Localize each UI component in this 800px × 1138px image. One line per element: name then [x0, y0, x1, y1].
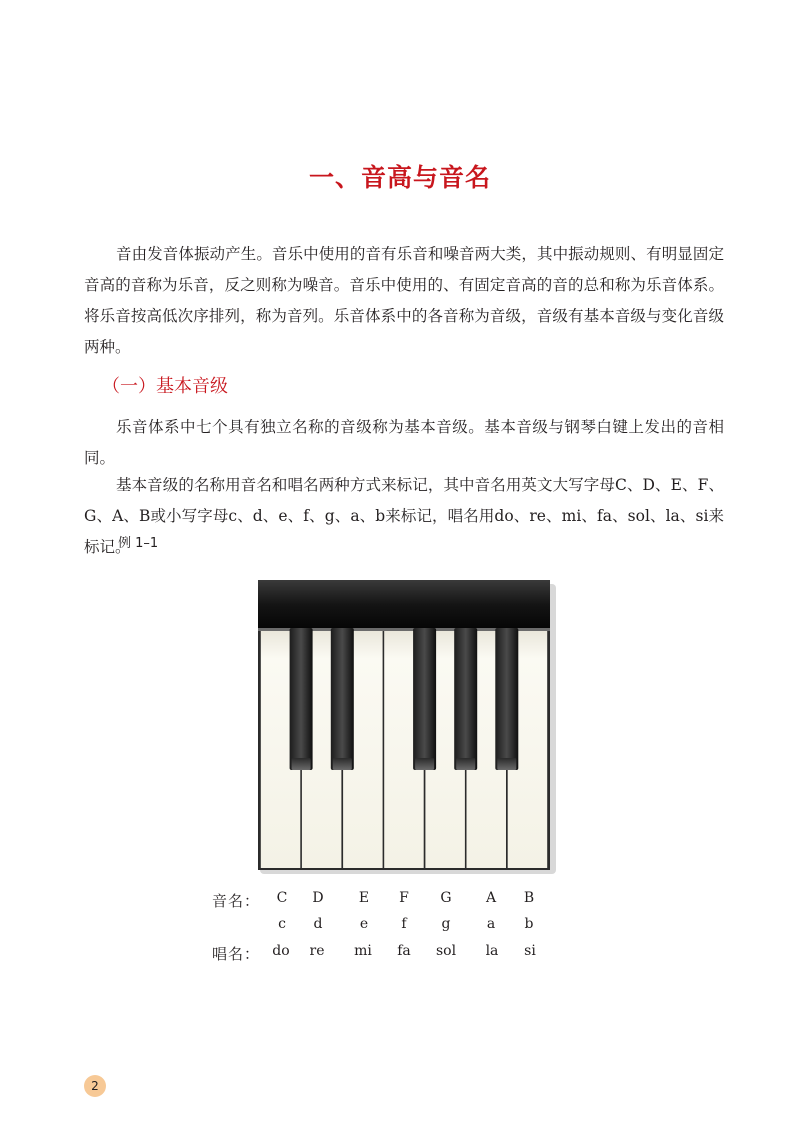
note-lower-b: b	[524, 916, 534, 932]
page-number: 2	[84, 1075, 106, 1097]
section-paragraph-2: 基本音级的名称用音名和唱名两种方式来标记，其中音名用英文大写字母C、D、E、F、G、A、B或小写字母c、d、e、f、g、a、b来标记，唱名用do、re、mi、fa、sol、la、si来标记。	[84, 476, 724, 556]
solfege-do: do	[272, 943, 290, 959]
solfege-la: la	[485, 943, 499, 959]
section-heading: （一）基本音级	[102, 376, 228, 397]
black-key-c-sharp	[290, 628, 313, 770]
note-lower-e: e	[359, 916, 369, 932]
black-key-f-sharp	[413, 628, 436, 770]
black-key-d-sharp	[331, 628, 354, 770]
black-key-g-sharp	[454, 628, 477, 770]
note-lower-a: a	[486, 916, 496, 932]
intro-paragraph: 音由发音体振动产生。音乐中使用的音有乐音和噪音两大类，其中振动规则、有明显固定音高的音称为乐音，反之则称为噪音。音乐中使用的、有固定音高的音的总和称为乐音体系。将乐音按高低次序排列，称为音列。乐音体系中的各音称为音级，音级有基本音级与变化音级两种。	[84, 245, 724, 356]
note-upper-b: B	[523, 890, 535, 906]
section-paragraph-1: 乐音体系中七个具有独立名称的音级称为基本音级。基本音级与钢琴白键上发出的音相同。	[84, 418, 724, 467]
note-lower-g: g	[441, 916, 451, 932]
black-key-a-sharp	[495, 628, 518, 770]
piano-keyboard-illustration	[252, 576, 558, 876]
solfege-re: re	[309, 943, 325, 959]
example-label: 例 1–1	[118, 536, 159, 551]
solfege-sol: sol	[435, 943, 457, 959]
note-upper-a: A	[485, 890, 497, 906]
solfege-si: si	[524, 943, 536, 959]
note-upper-f: F	[399, 890, 409, 906]
solfege-label: 唱名：	[212, 945, 261, 963]
solfege-fa: fa	[397, 943, 411, 959]
note-upper-d: D	[312, 890, 324, 906]
note-upper-g: G	[440, 890, 452, 906]
note-name-label: 音名：	[212, 892, 261, 910]
note-upper-c: C	[276, 890, 288, 906]
chapter-title: 一、音高与音名	[308, 163, 491, 192]
note-lower-c: c	[278, 916, 286, 932]
note-lower-d: d	[313, 916, 323, 932]
solfege-mi: mi	[354, 943, 372, 959]
note-upper-e: E	[358, 890, 370, 906]
note-lower-f: f	[401, 916, 407, 932]
keyboard-top-rail	[258, 580, 550, 630]
